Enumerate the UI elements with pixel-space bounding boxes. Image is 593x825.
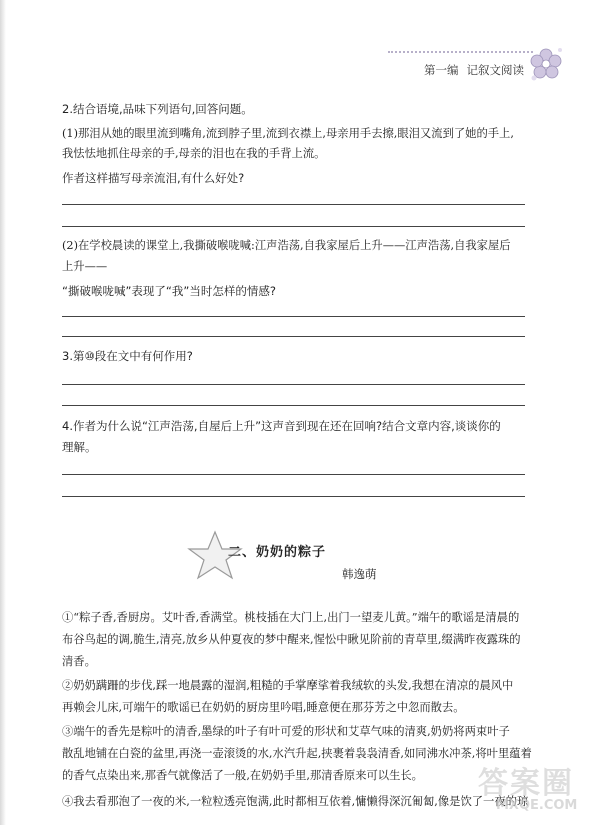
header-title: 记叙文阅读 xyxy=(466,63,524,77)
paragraph-1-line: ①“粽子香,香厨房。艾叶香,香满堂。桃枝插在大门上,出门一望麦儿黄。”端午的歌谣是清晨的 xyxy=(62,611,520,624)
answer-line xyxy=(62,384,525,385)
header-section: 第一编 xyxy=(424,63,459,77)
page-binding-shadow xyxy=(0,0,6,825)
paragraph-1-line: 清香。 xyxy=(62,655,96,668)
question-3: 3.第⑩段在文中有何作用? xyxy=(62,349,193,363)
question-2-intro: 2.结合语境,品味下列语句,回答问题。 xyxy=(62,102,253,116)
paragraph-1-line: 布谷鸟起的调,脆生,清亮,放乡从仲夏夜的梦中醒来,惺忪中瞅见阶前的青草里,缀满昨夜露珠的 xyxy=(62,633,521,646)
paragraph-4-line: ④我去看那泡了一夜的米,一粒粒透亮饱满,此时都相互依着,慵懒得深沉匍匐,像是饮了一夜的琼 xyxy=(62,795,529,808)
header-dotted-line xyxy=(388,51,533,53)
question-4-line1: 4.作者为什么说“江声浩荡,自屋后上升”这声音到现在还在回响?结合文章内容,谈谈你的 xyxy=(62,419,501,433)
watermark-text: 答案圈 xyxy=(478,766,574,801)
watermark-url: MXQE.COM xyxy=(496,798,578,813)
article-title: 二、奶奶的粽子 xyxy=(228,545,327,560)
q2-sentence1-line1: (1)那泪从她的眼里流到嘴角,流到脖子里,流到衣襟上,母亲用手去擦,眼泪又流到了她的手上, xyxy=(62,127,514,140)
running-header xyxy=(424,62,524,78)
paragraph-3-line: 的香气点染出来,那香气就像活了一般,在奶奶手里,那清香原来可以生长。 xyxy=(62,769,423,782)
answer-line xyxy=(62,204,525,205)
flower-icon xyxy=(526,44,566,84)
q2-sentence1-question: 作者这样描写母亲流泪,有什么好处? xyxy=(62,171,245,185)
q2-sentence2-line2: 上升—— xyxy=(62,260,108,273)
question-4-line2: 理解。 xyxy=(62,440,97,454)
answer-line xyxy=(62,316,525,317)
paragraph-2-line: 再赖会儿床,可端午的歌谣已在奶奶的厨房里吟唱,睡意便在那芬芳之中忽而散去。 xyxy=(62,701,465,714)
article-author: 韩逸萌 xyxy=(342,567,377,581)
paragraph-3-line: ③端午的香先是粽叶的清香,墨绿的叶子有叶可爱的形状和艾草气味的清爽,奶奶将两束叶子 xyxy=(62,725,510,738)
q2-sentence2-question: “撕破喉咙喊”表现了“我”当时怎样的情感? xyxy=(62,284,276,298)
answer-line xyxy=(62,474,525,475)
answer-line xyxy=(62,496,525,497)
watermark-logo xyxy=(478,758,588,820)
paragraph-2-line: ②奶奶蹒跚的步伐,踩一地晨露的湿润,粗糙的手掌摩挲着我绒软的头发,我想在清凉的晨风中 xyxy=(62,679,514,692)
q2-sentence2-line1: (2)在学校晨读的课堂上,我撕破喉咙喊:江声浩荡,自我家屋后上升——江声浩荡,自我家屋后 xyxy=(62,239,511,252)
answer-line xyxy=(62,226,525,227)
q2-sentence1-line2: 我怯怯地抓住母亲的手,母亲的泪也在我的手背上流。 xyxy=(62,147,326,160)
answer-line xyxy=(62,336,525,337)
answer-line xyxy=(62,405,525,406)
paragraph-3-line: 散乱地铺在白瓷的盆里,再浇一壶滚烫的水,水汽升起,挟裹着袅袅清香,如同沸水冲茶,将叶里蕴着 xyxy=(62,747,532,760)
